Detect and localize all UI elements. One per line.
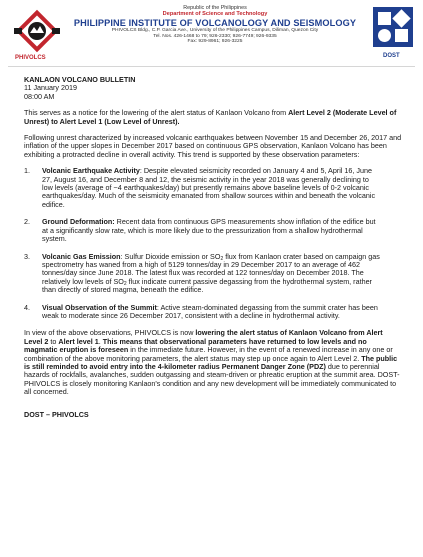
list-item-text: : Despite elevated seismicity recorded on January 4 and 5, April 16, June 27, August 16, and December 8 and 12, the seismic activity in the year 2018 was generally declining to low levels (average of ~4 earthquakes/day) but presently remains above baseline levels of 0-2 volcanic earthquakes/day. Much of the seismicity emanated from shallow sources within and beneath the volcanic edifice. [42,166,376,209]
list-item-label: Ground Deformation: [42,217,115,227]
bulletin-body [24,76,402,419]
conclusion-text: to [48,336,59,346]
list-item [24,304,380,321]
conclusion-text: . [98,336,103,346]
list-item-text: : Sulfur Dioxide emission or SO [120,251,221,261]
list-item-text: Recent data from continuous GPS measurements show inflation of the edifice but at a significantly slow rate, which is more likely due to the pressurization from a shallow hydrothermal system. [42,217,376,244]
conclusion-text: in the immediate future. However, in the event of a renewed increase in any one or combination of the above monitoring parameters, the alert status may step up once again to Alert Level 2. [24,345,393,363]
dost-logo-icon [372,6,414,51]
unrest-paragraph: Following unrest characterized by increased volcanic earthquakes between November 15 and December 26, 2017 and inflation of the upper slopes in December 2017 based on continuous GPS observation, Kanlaon Volcano has been exhibiting a protracted decline in overall activity. This trend is supported by these observation parameters: [24,133,402,159]
intro-text: This serves as a notice for the lowering of the alert status of Kanlaon Volcano from [24,108,289,118]
conclusion-emphasis: lowering the alert status of Kanlaon Volcano from Alert Level 2 [24,328,383,346]
phivolcs-logo-caption: PHIVOLCS [15,55,46,61]
list-item-label: Volcanic Gas Emission [42,251,121,261]
institute-name: PHILIPPINE INSTITUTE OF VOLCANOLOGY AND SEISMOLOGY [73,17,357,28]
list-item-label: Volcanic Earthquake Activity [42,166,140,176]
address-line: PHIVOLCS Bldg., C.P. Garcia Ave., University of the Philippines Campus, Diliman, Quezon City [111,28,319,34]
list-item-number: 4. [24,302,30,312]
conclusion-emphasis: no magmatic eruption is foreseen [24,336,367,355]
telephone-line: Tel. Nos. 426-1468 to 79; 926-2330; 926-7749; 926-9335 [153,33,277,39]
list-item-number: 3. [24,251,30,261]
subscript: 2 [220,255,224,262]
conclusion-emphasis: This means that observational parameters have returned to low levels and [102,336,358,346]
phivolcs-logo-icon [12,6,62,56]
conclusion-text: In view of the above observations, PHIVOLCS is now [24,328,196,338]
list-item [24,218,380,243]
fax-line: Fax: 929-8961; 926-3225 [187,39,243,45]
list-item-number: 1. [24,166,30,176]
department-line: Department of Science and Technology [162,11,268,18]
observation-parameters-list [24,167,402,320]
bulletin-heading [24,76,402,101]
list-item-label: Visual Observation of the Summit [42,302,157,312]
conclusion-paragraph [24,329,402,396]
list-item-number: 2. [24,217,30,227]
subscript: 2 [123,280,127,287]
list-item-text: : Active steam-dominated degassing from the summit crater has been weak to moderate since 26 December 2017, consistent with a decline in hydrothermal activity. [42,302,378,320]
list-item-text: flux indicate current passive degassing from the hydrothermal system, rather than directly of stored magma, beneath the edifice. [42,276,372,295]
list-item [24,253,380,295]
letterhead-text [70,5,360,45]
letterhead [0,3,423,65]
list-item [24,167,380,209]
bulletin-time: 08:00 AM [24,91,55,101]
header-divider [8,66,415,67]
signature: DOST – PHIVOLCS [24,409,89,419]
bulletin-date: 11 January 2019 [24,83,78,93]
conclusion-emphasis: Alert level 1 [58,336,99,346]
intro-alert-change: Alert Level 2 (Moderate Level of Unrest) to Alert Level 1 (Low Level of Unrest). [24,108,397,126]
intro-paragraph [24,109,402,126]
dost-logo-caption: DOST [383,53,400,59]
bulletin-title: KANLAON VOLCANO BULLETIN [24,75,136,84]
list-item-text: flux from Kanlaon crater based on campaign gas spectrometry has waned from a high of 5129 tonnes/day in 29 December 2017 to an average of 462 tonnes/day since June 2018. The latest flux was recorded at 122 tonnes/day on December 2018. The relatively low levels of SO [42,251,380,286]
conclusion-text: due to perennial hazards of rockfalls, avalanches, sudden outgassing and steam-driven or phreatic eruption at the summit area. DOST-PHIVOLCS is closely monitoring Kanlaon's condition and any new development will be immediately communicated to all concerned. [24,361,400,397]
republic-line: Republic of the Philippines [183,5,247,11]
conclusion-emphasis: The public is still reminded to avoid entry into the 4-kilometer radius Permanent Danger Zone (PDZ) [24,353,398,371]
